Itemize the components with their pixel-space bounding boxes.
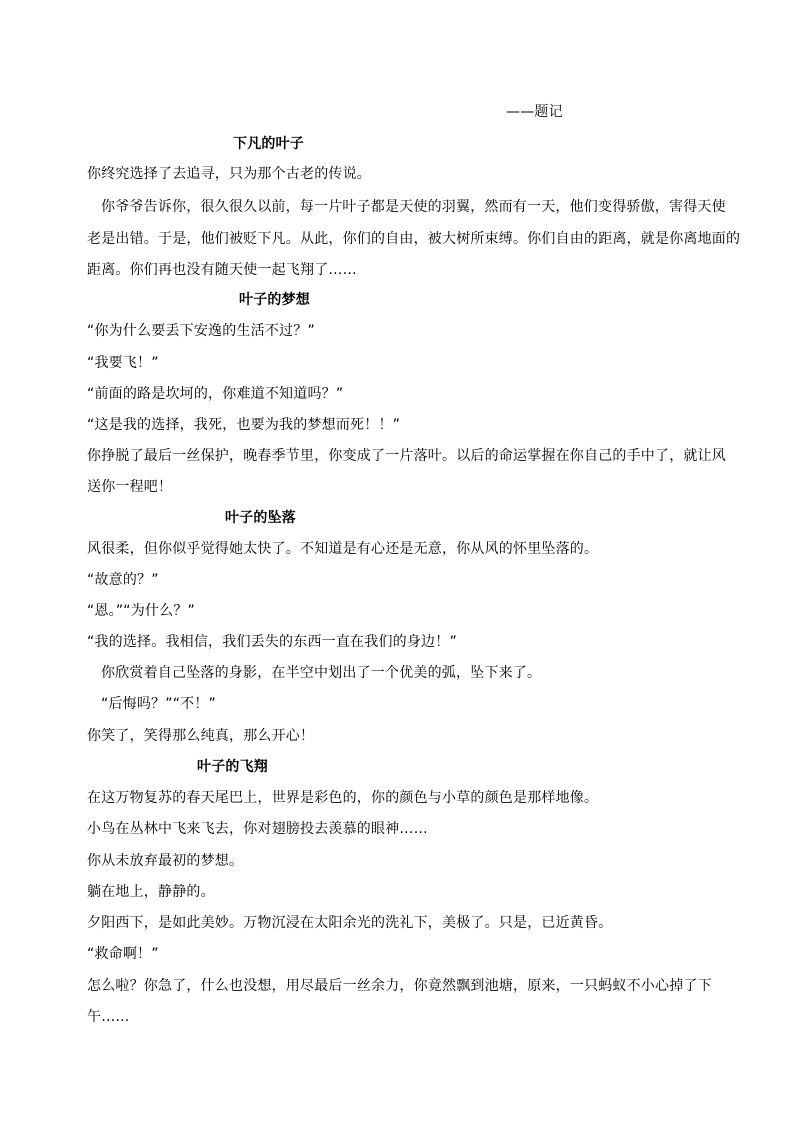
dialogue-line: “我要飞！” — [87, 355, 159, 371]
dialogue-line: “故意的？” — [87, 572, 159, 588]
epigraph-signature: ——题记 — [506, 104, 563, 120]
paragraph-line: 躺在地上，静静的。 — [87, 884, 215, 900]
paragraph-line: 你终究选择了去追寻，只为那个古老的传说。 — [87, 166, 371, 182]
dialogue-line: “你为什么要丢下安逸的生活不过？” — [87, 323, 315, 339]
paragraph-line: 在这万物复苏的春天尾巴上，世界是彩色的，你的颜色与小草的颜色是那样地像。 — [87, 790, 599, 806]
paragraph-line: 怎么啦？你急了，什么也没想，用尽最后一丝余力，你竟然飘到池塘，原来，一只蚂蚁不小心掉了下 — [87, 978, 712, 994]
paragraph-line: 小鸟在丛林中飞来飞去，你对翅膀投去羡慕的眼神…… — [87, 821, 428, 837]
paragraph-line: 你从未放弃最初的梦想。 — [87, 853, 244, 869]
dialogue-line: “救命啊！” — [87, 946, 159, 962]
section-title-leaf-flight: 叶子的飞翔 — [197, 759, 268, 775]
paragraph-line: 风很柔，但你似乎觉得她太快了。不知道是有心还是无意，你从风的怀里坠落的。 — [87, 541, 599, 557]
paragraph-line: 你爷爷告诉你，很久很久以前，每一片叶子都是天使的羽翼，然而有一天，他们变得骄傲，害得天使 — [101, 199, 726, 215]
section-title-descending-leaf: 下凡的叶子 — [233, 136, 304, 152]
dialogue-line: “后悔吗？”“不！” — [101, 696, 217, 712]
section-title-leaf-fall: 叶子的坠落 — [225, 510, 296, 526]
paragraph-line: 午…… — [87, 1009, 130, 1025]
dialogue-line: “恩。”“为什么？” — [87, 603, 196, 619]
paragraph-line: 你欣赏着自己坠落的身影，在半空中划出了一个优美的弧，坠下来了。 — [101, 665, 542, 681]
section-title-leaf-dream: 叶子的梦想 — [239, 292, 310, 308]
paragraph-line: 老是出错。于是，他们被贬下凡。从此，你们的自由，被大树所束缚。你们自由的距离，就是你离地面的 — [87, 231, 741, 247]
paragraph-line: 夕阳西下，是如此美妙。万物沉浸在太阳余光的洗礼下，美极了。只是，已近黄昏。 — [87, 915, 613, 931]
dialogue-line: “前面的路是坎坷的，你难道不知道吗？” — [87, 386, 344, 402]
dialogue-line: “我的选择。我相信，我们丢失的东西一直在我们的身边！” — [87, 634, 457, 650]
dialogue-line: “这是我的选择，我死，也要为我的梦想而死！！” — [87, 417, 401, 433]
paragraph-line: 你笑了，笑得那么纯真，那么开心！ — [87, 728, 315, 744]
paragraph-line: 送你一程吧！ — [87, 479, 173, 495]
paragraph-line: 距离。你们再也没有随天使一起飞翔了…… — [87, 262, 357, 278]
paragraph-line: 你挣脱了最后一丝保护，晚春季节里，你变成了一片落叶。以后的命运掌握在你自己的手中了，就让风 — [87, 448, 726, 464]
